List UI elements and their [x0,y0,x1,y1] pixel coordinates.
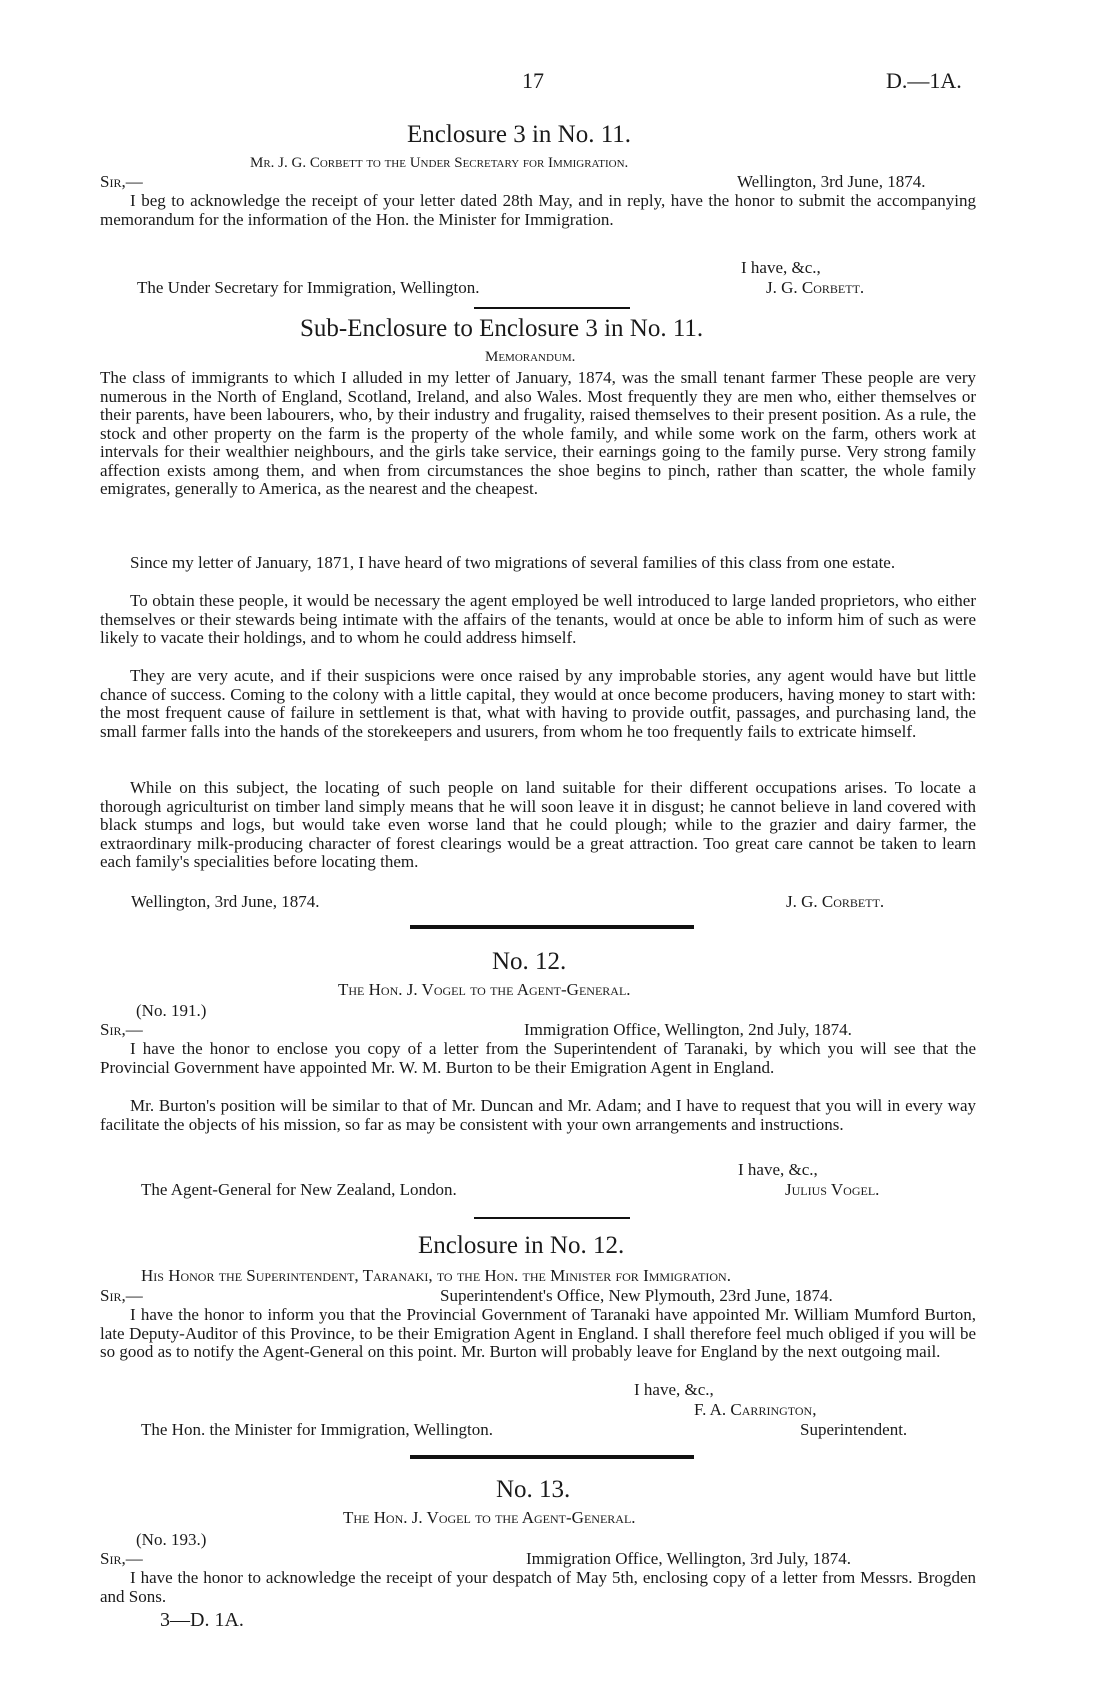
enclosure-3-from-line: Mr. J. G. Corbett to the Under Secretary for Immigration. [250,155,629,171]
memorandum-paragraph-2 [100,554,976,573]
no-12-signature: Julius Vogel. [785,1180,880,1199]
no-13-paragraph [100,1569,976,1606]
no-13-place-date: Immigration Office, Wellington, 3rd July, 1874. [526,1549,852,1568]
enclosure-no-12-title: Enclosure in No. 12. [418,1232,625,1259]
enclosure-no-12-salutation: Sir,— [100,1286,143,1305]
memorandum-paragraph-5-text: While on this subject, the locating of such people on land suitable for their different occupations arises. To locate a thorough agriculturist on timber land simply means that he will soon leave it in disgust; he cannot believe in land covered with black stumps and logs, but would take even worse land that he could plough; while to the grazier and dairy farmer, the extraordinary milk-producing character of forest clearings would be a great attraction. Too great care cannot be taken to learn each family's specialities before locating them. [100,778,976,871]
memorandum-paragraph-3 [100,592,976,648]
divider-thick-1 [410,925,694,929]
divider-short [474,307,630,309]
memorandum-label: Memorandum. [485,349,576,365]
enclosure-3-body [100,192,976,229]
enclosure-3-addressee: The Under Secretary for Immigration, Wellington. [137,278,480,297]
no-12-paragraph-2-text: Mr. Burton's position will be similar to that of Mr. Duncan and Mr. Adam; and I have to request that you will in every way facilitate the objects of his mission, so far as may be consistent with your own arrangements and instructions. [100,1096,976,1134]
sheet-reference: 3—D. 1A. [160,1609,244,1631]
enclosure-no-12-closing: I have, &c., [634,1380,714,1399]
no-12-from-line: The Hon. J. Vogel to the Agent-General. [338,980,631,999]
no-13-reference: (No. 193.) [136,1530,207,1549]
memorandum-paragraph-4 [100,667,976,741]
divider-short-2 [474,1217,630,1219]
enclosure-3-title: Enclosure 3 in No. 11. [407,121,632,148]
divider-thick-2 [410,1455,694,1459]
memorandum-signature: J. G. Corbett. [786,892,885,911]
enclosure-no-12-paragraph-text: I have the honor to inform you that the Provincial Government of Taranaki have appointed Mr. William Mumford Burton, late Deputy-Auditor of this Province, to be their Emigration Agent in England. I shall therefore feel much obliged if you will be so good as to notify the Agent-General on this point. Mr. Burton will probably leave for England by the next outgoing mail. [100,1305,976,1361]
no-12-paragraph-1 [100,1040,976,1077]
no-12-salutation: Sir,— [100,1020,143,1039]
no-12-place-date: Immigration Office, Wellington, 2nd July, 1874. [524,1020,852,1039]
memorandum-paragraph-3-text: To obtain these people, it would be necessary the agent employed be well introduced to large landed proprietors, who either themselves or their stewards being intimate with the affairs of the tenants, would at once be able to inform him of such as were likely to vacate their holdings, and to whom he could address himself. [100,591,976,647]
memorandum-place-date: Wellington, 3rd June, 1874. [131,892,320,911]
enclosure-no-12-addressee: The Hon. the Minister for Immigration, Wellington. [141,1420,493,1439]
no-13-from-line: The Hon. J. Vogel to the Agent-General. [343,1508,636,1527]
no-12-closing: I have, &c., [738,1160,818,1179]
no-12-addressee: The Agent-General for New Zealand, London. [141,1180,457,1199]
memorandum-paragraph-4-text: They are very acute, and if their suspicions were once raised by any improbable stories, any agent would have but little chance of success. Coming to the colony with a little capital, they would at once become producers, having money to start with: the most frequent cause of failure in settlement is that, what with having to provide outfit, passages, and purchasing land, the small farmer falls into the hands of the storekeepers and usurers, from whom he too frequently fails to extricate himself. [100,666,976,741]
memorandum-paragraph-2-text: Since my letter of January, 1871, I have heard of two migrations of several families of this class from one estate. [130,553,896,572]
enclosure-3-place-date: Wellington, 3rd June, 1874. [737,172,926,191]
enclosure-3-salutation: Sir,— [100,172,143,191]
no-13-salutation: Sir,— [100,1549,143,1568]
no-13-paragraph-text: I have the honor to acknowledge the receipt of your despatch of May 5th, enclosing copy of a letter from Messrs. Brogden and Sons. [100,1568,976,1606]
enclosure-3-body-text: I beg to acknowledge the receipt of your letter dated 28th May, and in reply, have the honor to submit the accompanying memorandum for the information of the Hon. the Minister for Immigration. [100,191,976,229]
enclosure-3-closing: I have, &c., [741,258,821,277]
document-reference: D.—1A. [886,68,962,93]
memorandum-paragraph-5 [100,779,976,872]
sub-enclosure-title: Sub-Enclosure to Enclosure 3 in No. 11. [300,315,704,342]
no-12-reference: (No. 191.) [136,1001,207,1020]
enclosure-3-signature: J. G. Corbett. [766,278,865,297]
enclosure-no-12-signatory-title: Superintendent. [800,1420,908,1439]
enclosure-no-12-paragraph [100,1306,976,1362]
enclosure-no-12-from-line: His Honor the Superintendent, Taranaki, to the Hon. the Minister for Immigration. [141,1266,731,1285]
no-12-paragraph-1-text: I have the honor to enclose you copy of a letter from the Superintendent of Taranaki, by which you will see that the Provincial Government have appointed Mr. W. M. Burton to be their Emigration Agent in England. [100,1039,976,1077]
no-12-title: No. 12. [492,948,567,975]
no-13-title: No. 13. [496,1476,571,1503]
page-number: 17 [522,68,544,93]
no-12-paragraph-2 [100,1097,976,1134]
enclosure-no-12-signature: F. A. Carrington, [694,1400,817,1419]
memorandum-paragraph-1: The class of immigrants to which I alluded in my letter of January, 1874, was the small tenant farmer These people are very numerous in the North of England, Scotland, Ireland, and also Wales. Most frequently they are men who, either themselves or their parents, have been labourers, who, by their industry and frugality, raised themselves to their present position. As a rule, the stock and other property on the farm is the property of the whole family, and while some work on the farm, others work at intervals for their wealthier neighbours, and the girls take service, their earnings going to the family purse. Very strong family affection exists among them, and when from circumstances the shoe begins to pinch, rather than scatter, the whole family emigrates, generally to America, as the nearest and the cheapest. [100,368,976,498]
enclosure-no-12-place-date: Superintendent's Office, New Plymouth, 23rd June, 1874. [440,1286,833,1305]
